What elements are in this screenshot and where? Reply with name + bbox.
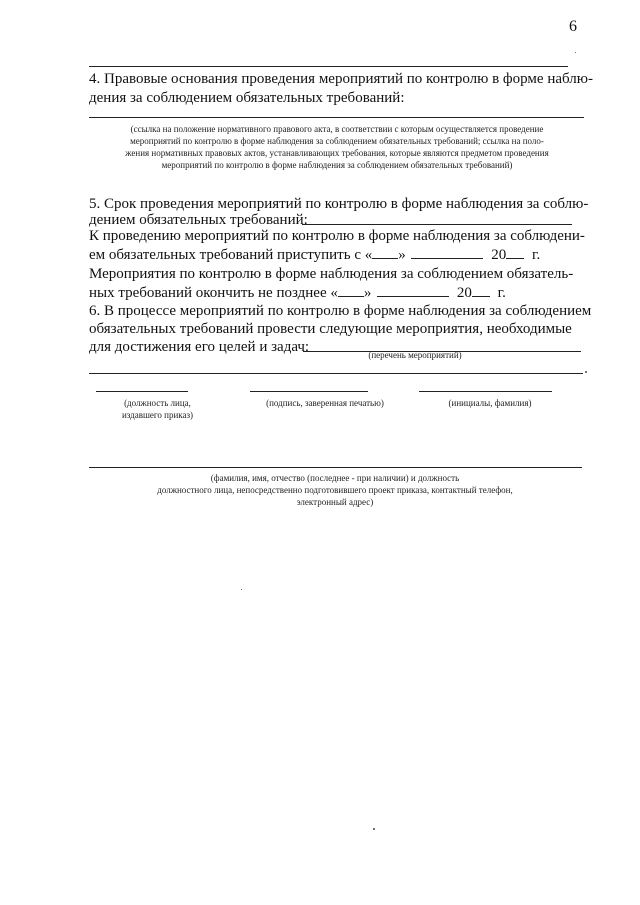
end-day-field[interactable] <box>338 282 364 297</box>
activities-line-end-dot <box>585 371 587 373</box>
signature-caption: (подпись, заверенная печатью) <box>266 398 384 408</box>
name-line <box>419 391 552 392</box>
position-line <box>96 391 188 392</box>
section4-note-line2: мероприятий по контролю в форме наблюдения за соблюдением обязательных требований; ссылка на поло- <box>130 136 544 146</box>
section4-note <box>82 123 592 171</box>
section4-note-line1: (ссылка на положение нормативного правового акта, в соответствии с которым осуществляется проведение <box>130 124 544 134</box>
section6-line1: 6. В процессе мероприятий по контролю в форме наблюдения за соблюдением <box>89 303 592 319</box>
page-number: 6 <box>569 18 577 35</box>
section6-line2: обязательных требований провести следующие мероприятия, необходимые <box>89 321 572 337</box>
author-line <box>89 467 582 468</box>
section5-line2-text: дением обязательных требований: <box>89 212 308 228</box>
end-year-prefix: 20 <box>456 285 472 301</box>
signature-line <box>250 391 368 392</box>
section4-line2: дения за соблюдением обязательных требований: <box>89 90 405 106</box>
end-year-field[interactable] <box>472 282 490 297</box>
section4-answer-line <box>89 117 584 118</box>
section5-line1: 5. Срок проведения мероприятий по контролю в форме наблюдения за соблю- <box>89 196 589 212</box>
section5-end-line1: Мероприятия по контролю в форме наблюдения за соблюдением обязатель- <box>89 266 574 282</box>
top-rule <box>89 66 568 67</box>
start-month-field[interactable] <box>411 244 483 259</box>
start-date-prefix: ем обязательных требований приступить с « <box>89 247 373 263</box>
author-caption-line3: электронный адрес) <box>296 497 374 507</box>
activities-line <box>89 373 583 374</box>
end-date-quote: » <box>363 285 372 301</box>
position-caption-line2: издавшего приказ) <box>121 410 194 420</box>
position-caption <box>100 397 215 421</box>
name-caption: (инициалы, фамилия) <box>448 398 532 408</box>
start-year-prefix: 20 <box>491 247 507 263</box>
section6-line3: для достижения его целей и задач: <box>89 339 310 355</box>
scan-speck <box>241 589 242 590</box>
section5-end-line2 <box>89 282 506 303</box>
author-caption-line1: (фамилия, имя, отчество (последнее - при наличии) и должность <box>210 473 460 483</box>
end-date-prefix: ных требований окончить не позднее « <box>89 285 338 301</box>
position-caption-line1: (должность лица, <box>124 398 191 408</box>
scan-speck <box>575 52 576 53</box>
end-year-suffix: г. <box>497 285 506 301</box>
author-caption-line2: должностного лица, непосредственно подготовившего проект приказа, контактный телефон, <box>157 485 513 495</box>
scan-speck <box>373 828 375 830</box>
section4-note-line3: жения нормативных правовых актов, устанавливающих требования, которые являются предметом проведения <box>125 148 549 158</box>
start-day-field[interactable] <box>372 244 398 259</box>
start-year-suffix: г. <box>531 247 541 263</box>
start-date-quote: » <box>398 247 406 263</box>
section5-start-line2 <box>89 244 540 265</box>
activities-caption: (перечень мероприятий) <box>368 350 462 360</box>
end-month-field[interactable] <box>377 282 449 297</box>
author-caption <box>100 472 570 508</box>
section5-start-line1: К проведению мероприятий по контролю в форме наблюдения за соблюдени- <box>89 228 585 244</box>
section4-note-line4: мероприятий по контролю в форме наблюдения за соблюдением обязательных требований) <box>161 160 513 170</box>
start-year-field[interactable] <box>506 244 524 259</box>
section4-line1: 4. Правовые основания проведения мероприятий по контролю в форме наблю- <box>89 71 593 87</box>
section5-answer-line <box>302 224 572 225</box>
